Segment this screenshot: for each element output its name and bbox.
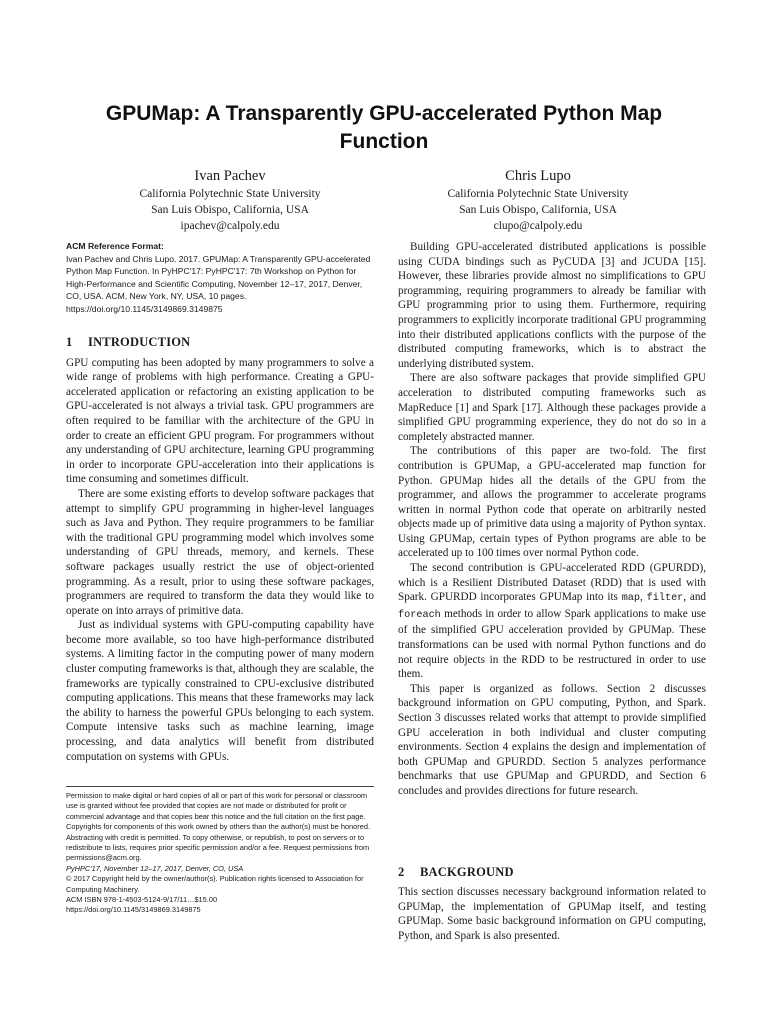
section-title: BACKGROUND	[420, 864, 514, 879]
author-affiliation: California Polytechnic State University	[139, 188, 321, 200]
section-title: INTRODUCTION	[88, 335, 191, 349]
copyright-line: © 2017 Copyright held by the owner/author(s). Publication rights licensed to Association for Computing Machinery.	[66, 874, 364, 894]
acm-reference-text: Ivan Pachev and Chris Lupo. 2017. GPUMap: A Transparently GPU-accelerated Python Map Function. In PyHPC'17: PyHPC'17: 7th Workshop on Python for High-Performance and Scientific Computing, November 12–17, 2017, Denver, CO, USA. ACM, New York, NY, USA, 10 pages. https://doi.org/10.1145/3149869.3149875	[66, 253, 371, 314]
author-location: San Luis Obispo, California, USA	[151, 204, 309, 216]
paper-title: GPUMap: A Transparently GPU-accelerated Python Map Function	[105, 102, 663, 153]
separator-and: , and	[683, 591, 707, 604]
permission-text: Permission to make digital or hard copies of all or part of this work for personal or classroom use is granted without fee provided that copies are not made or distributed for profit or commercial advantage and that copies bear this notice and the full citation on the first page. Copyrights for components of this work owned by others than the author(s) must be honored. Abstracting with credit is permitted. To copy otherwise, or republish, to post on servers or to redistribute to lists, requires prior specific permission and/or a fee. Request permissions from permissions@acm.org.	[66, 791, 370, 863]
author-block-1	[80, 166, 380, 234]
section-heading-introduction	[66, 335, 374, 350]
right-paragraph-4	[398, 561, 706, 682]
right-paragraph-2: There are also software packages that provide simplified GPU acceleration to distributed computing frameworks such as MapReduce [1] and Spark [17]. Although these packages provide a simplified GPU programming experience, they do not do so in a completely abstracted manner.	[398, 372, 706, 443]
permission-footnote	[66, 786, 374, 916]
author-email[interactable]: clupo@calpoly.edu	[493, 220, 583, 232]
separator-comma: ,	[640, 591, 643, 604]
intro-paragraph-3: Just as individual systems with GPU-computing capability have become more available, so too have high-performance distributed systems. A limiting factor in the computing power of many modern cluster computing frameworks is that, although they are scalable, the frameworks are typically constrained to CPU-exclusive distributed computing applications. This means that these frameworks may lack the ability to harness the powerful GPUs belonging to each system. Compute intensive tasks such as machine learning, image processing, and data analytics will benefit from distributed computation on systems with GPUs.	[66, 619, 374, 763]
paragraph-text: methods in order to allow Spark applications to make use of the simplified GPU acceleration provided by GPUMap. These transformations can be used with normal Python functions and do not require objects in the RDD to be restructured in order to use them.	[398, 607, 706, 681]
background-paragraph: This section discusses necessary background information related to GPUMap, the implementation of GPUMap itself, and testing GPUMap. Some basic background information on GPU computing, Python, and Spark is also presented.	[398, 886, 706, 942]
section-number: 2	[398, 864, 405, 879]
author-name: Chris Lupo	[505, 168, 571, 184]
code-map: map	[621, 593, 641, 605]
acm-reference-format	[66, 240, 374, 315]
author-affiliation: California Polytechnic State University	[447, 188, 629, 200]
intro-paragraph-2: There are some existing efforts to develop software packages that attempt to simplify GPU programming in higher-level languages such as Java and Python. They require programmers to be familiar with the traditional GPU programming model which involves some understanding of GPU threads, memory, and kernels. These software packages usually restrict the use of object-oriented programming. As a result, prior to using these software packages, programmers are required to transform the data they would like to operate on into arrays of primitive data.	[66, 487, 374, 617]
author-email[interactable]: ipachev@calpoly.edu	[180, 220, 280, 232]
right-column	[398, 240, 706, 944]
author-location: San Luis Obispo, California, USA	[459, 204, 617, 216]
column-spacer	[398, 799, 706, 845]
author-name: Ivan Pachev	[194, 168, 266, 184]
paragraph-text: The second contribution is GPU-accelerated RDD (GPURDD), which is a Resilient Distributed Dataset (RDD) that is used with Spark. GPURDD incorporates GPUMap into its	[398, 562, 706, 604]
right-paragraph-1: Building GPU-accelerated distributed applications is possible using CUDA bindings such as PyCUDA [3] and JCUDA [15]. However, these libraries provide almost no simplifications to GPU programming, requiring programmers to already be familiar with GPU programming prior to using them. Furthermore, requiring programmers to explicitly incorporate traditional GPU programming into their distributed applications conflicts with the purpose of the distributed computing frameworks, which is to abstract the underlying distributed system.	[398, 241, 706, 370]
doi-line[interactable]: https://doi.org/10.1145/3149869.3149875	[66, 905, 201, 915]
left-column	[66, 240, 374, 764]
section-heading-background	[398, 865, 706, 880]
right-paragraph-5: This paper is organized as follows. Section 2 discusses background information on GPU computing, Python, and Spark. Section 3 discusses related works that attempt to provide simplified GPU acceleration in both individual and cluster computing environments. Section 4 explains the design and implementation of both GPUMap and GPURDD. Section 5 analyzes performance benchmarks that use GPUMap and GPURDD, and Section 6 concludes and provides directions for future research.	[398, 682, 706, 797]
venue-line: PyHPC'17, November 12–17, 2017, Denver, CO, USA	[66, 863, 244, 873]
isbn-line: ACM ISBN 978-1-4503-5124-9/17/11…$15.00	[66, 895, 218, 905]
acm-reference-heading: ACM Reference Format:	[66, 241, 164, 251]
intro-paragraph-1: GPU computing has been adopted by many programmers to solve a wide range of problems with high performance. Creating a GPU-accelerated application or refactoring an existing application to be GPU-accelerated is not always a trivial task. GPU programmers are often required to be familiar with the architecture of the GPU in order to create an efficient GPU program. For programmers without any understanding of GPU architecture, learning GPU programming in order to incorporate GPU-acceleration into their applications is time consuming and sometimes difficult.	[66, 356, 374, 486]
right-paragraph-3: The contributions of this paper are two-fold. The first contribution is GPUMap, a GPU-accelerated map function for Python. GPUMap hides all the details of the GPU from the programmer, and allows the programmer to accelerate programs written in normal Python code that operate on arbitrarily nested objects made up of primitive data using a majority of Python syntax. Using GPUMap, certain types of Python programs are able to be accelerated up to 100 times over normal Python code.	[398, 445, 706, 560]
code-foreach: foreach	[398, 609, 441, 621]
code-filter: filter	[646, 593, 684, 605]
section-number: 1	[66, 335, 73, 349]
author-block-2	[388, 166, 688, 234]
